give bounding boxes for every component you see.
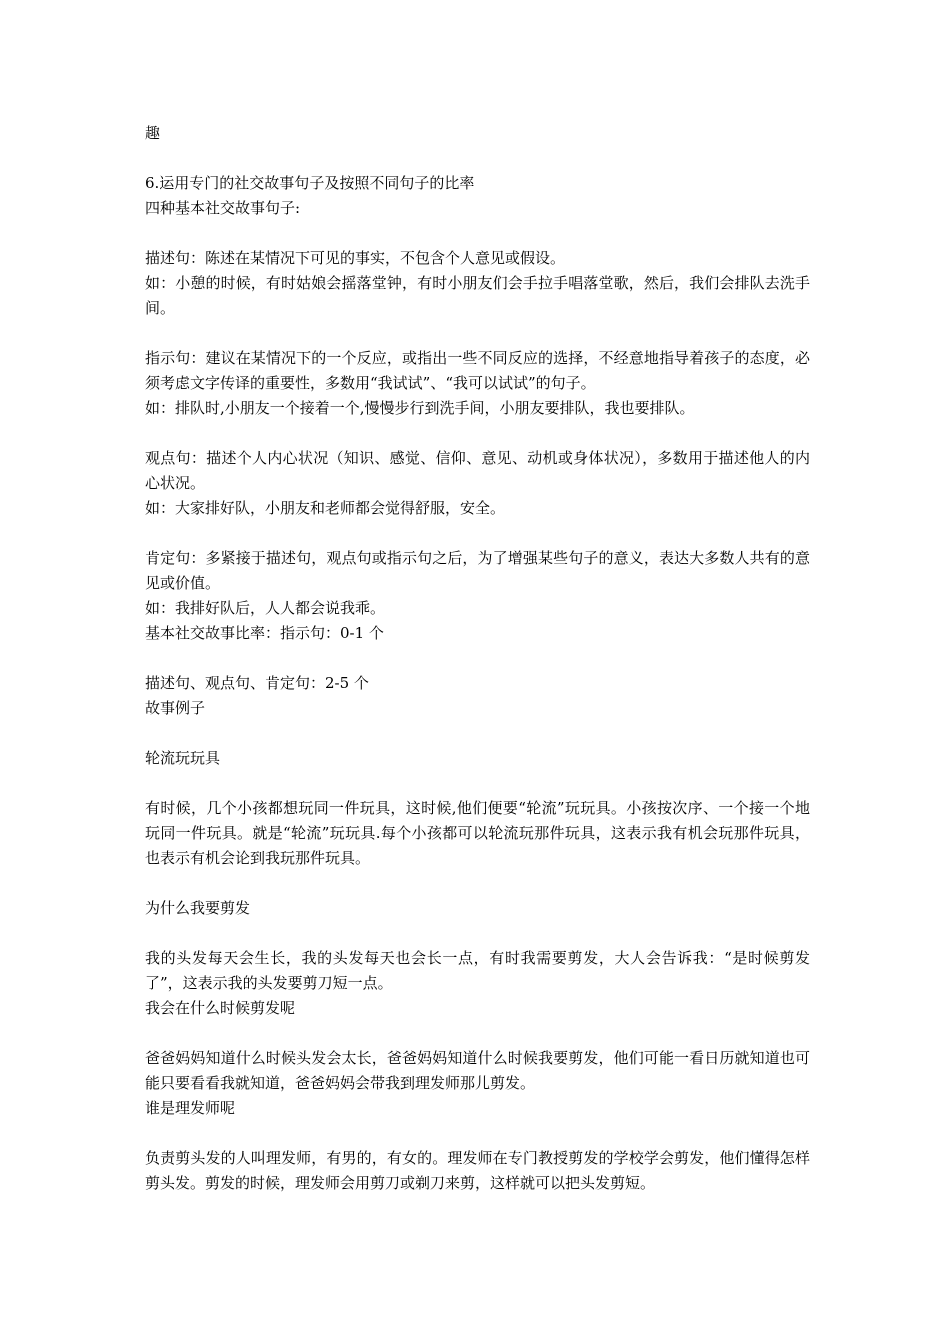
paragraph: 如：小憩的时候，有时姑娘会摇落堂钟，有时小朋友们会手拉手唱落堂歌，然后，我们会排队去洗手间。: [145, 274, 810, 317]
paragraph: 如：我排好队后，人人都会说我乖。: [145, 599, 386, 617]
section-heading: 6.运用专门的社交故事句子及按照不同句子的比率: [145, 174, 475, 192]
blank-line: [145, 921, 810, 946]
blank-line: [145, 871, 810, 896]
blank-line: [145, 521, 810, 546]
blank-line: [145, 421, 810, 446]
story-title: 为什么我要剪发: [145, 899, 251, 917]
section-heading: 故事例子: [145, 699, 206, 717]
paragraph: 有时候，几个小孩都想玩同一件玩具，这时候,他们便要“轮流”玩玩具。小孩按次序、一个接一个地玩同一件玩具。就是“轮流”玩玩具.每个小孩都可以轮流玩那件玩具，这表示我有机会玩那件玩具，也表示有机会论到我玩那件玩具。: [145, 799, 810, 867]
document-body: [145, 121, 810, 1196]
blank-line: [145, 1021, 810, 1046]
paragraph: 爸爸妈妈知道什么时候头发会太长，爸爸妈妈知道什么时候我要剪发，他们可能一看日历就知道也可能只要看看我就知道，爸爸妈妈会带我到理发师那儿剪发。: [145, 1049, 810, 1092]
paragraph: 肯定句：多紧接于描述句，观点句或指示句之后，为了增强某些句子的意义，表达大多数人共有的意见或价值。: [145, 549, 810, 592]
paragraph: 基本社交故事比率：指示句：0-1 个: [145, 624, 384, 642]
blank-line: [145, 321, 810, 346]
subheading: 我会在什么时候剪发呢: [145, 999, 296, 1017]
paragraph: 如：大家排好队，小朋友和老师都会觉得舒服，安全。: [145, 499, 506, 517]
blank-line: [145, 221, 810, 246]
paragraph: 负责剪头发的人叫理发师，有男的，有女的。理发师在专门教授剪发的学校学会剪发，他们懂得怎样剪头发。剪发的时候，理发师会用剪刀或剃刀来剪，这样就可以把头发剪短。: [145, 1149, 810, 1192]
paragraph: 我的头发每天会生长，我的头发每天也会长一点，有时我需要剪发，大人会告诉我：“是时候剪发了”，这表示我的头发要剪刀短一点。: [145, 949, 810, 992]
paragraph: 描述句、观点句、肯定句：2-5 个: [145, 674, 369, 692]
paragraph: 指示句：建议在某情况下的一个反应，或指出一些不同反应的选择，不经意地指导着孩子的态度，必须考虑文字传译的重要性，多数用“我试试”、“我可以试试”的句子。: [145, 349, 810, 392]
blank-line: [145, 146, 810, 171]
blank-line: [145, 721, 810, 746]
paragraph: 如：排队时,小朋友一个接着一个,慢慢步行到洗手间，小朋友要排队，我也要排队。: [145, 399, 695, 417]
subheading: 谁是理发师呢: [145, 1099, 236, 1117]
blank-line: [145, 646, 810, 671]
paragraph: 描述句：陈述在某情况下可见的事实，不包含个人意见或假设。: [145, 249, 566, 267]
text-line: 趣: [145, 124, 161, 142]
blank-line: [145, 1121, 810, 1146]
paragraph: 观点句：描述个人内心状况（知识、感觉、信仰、意见、动机或身体状况），多数用于描述他人的内心状况。: [145, 449, 810, 492]
story-title: 轮流玩玩具: [145, 749, 221, 767]
blank-line: [145, 771, 810, 796]
text-line: 四种基本社交故事句子:: [145, 199, 301, 217]
